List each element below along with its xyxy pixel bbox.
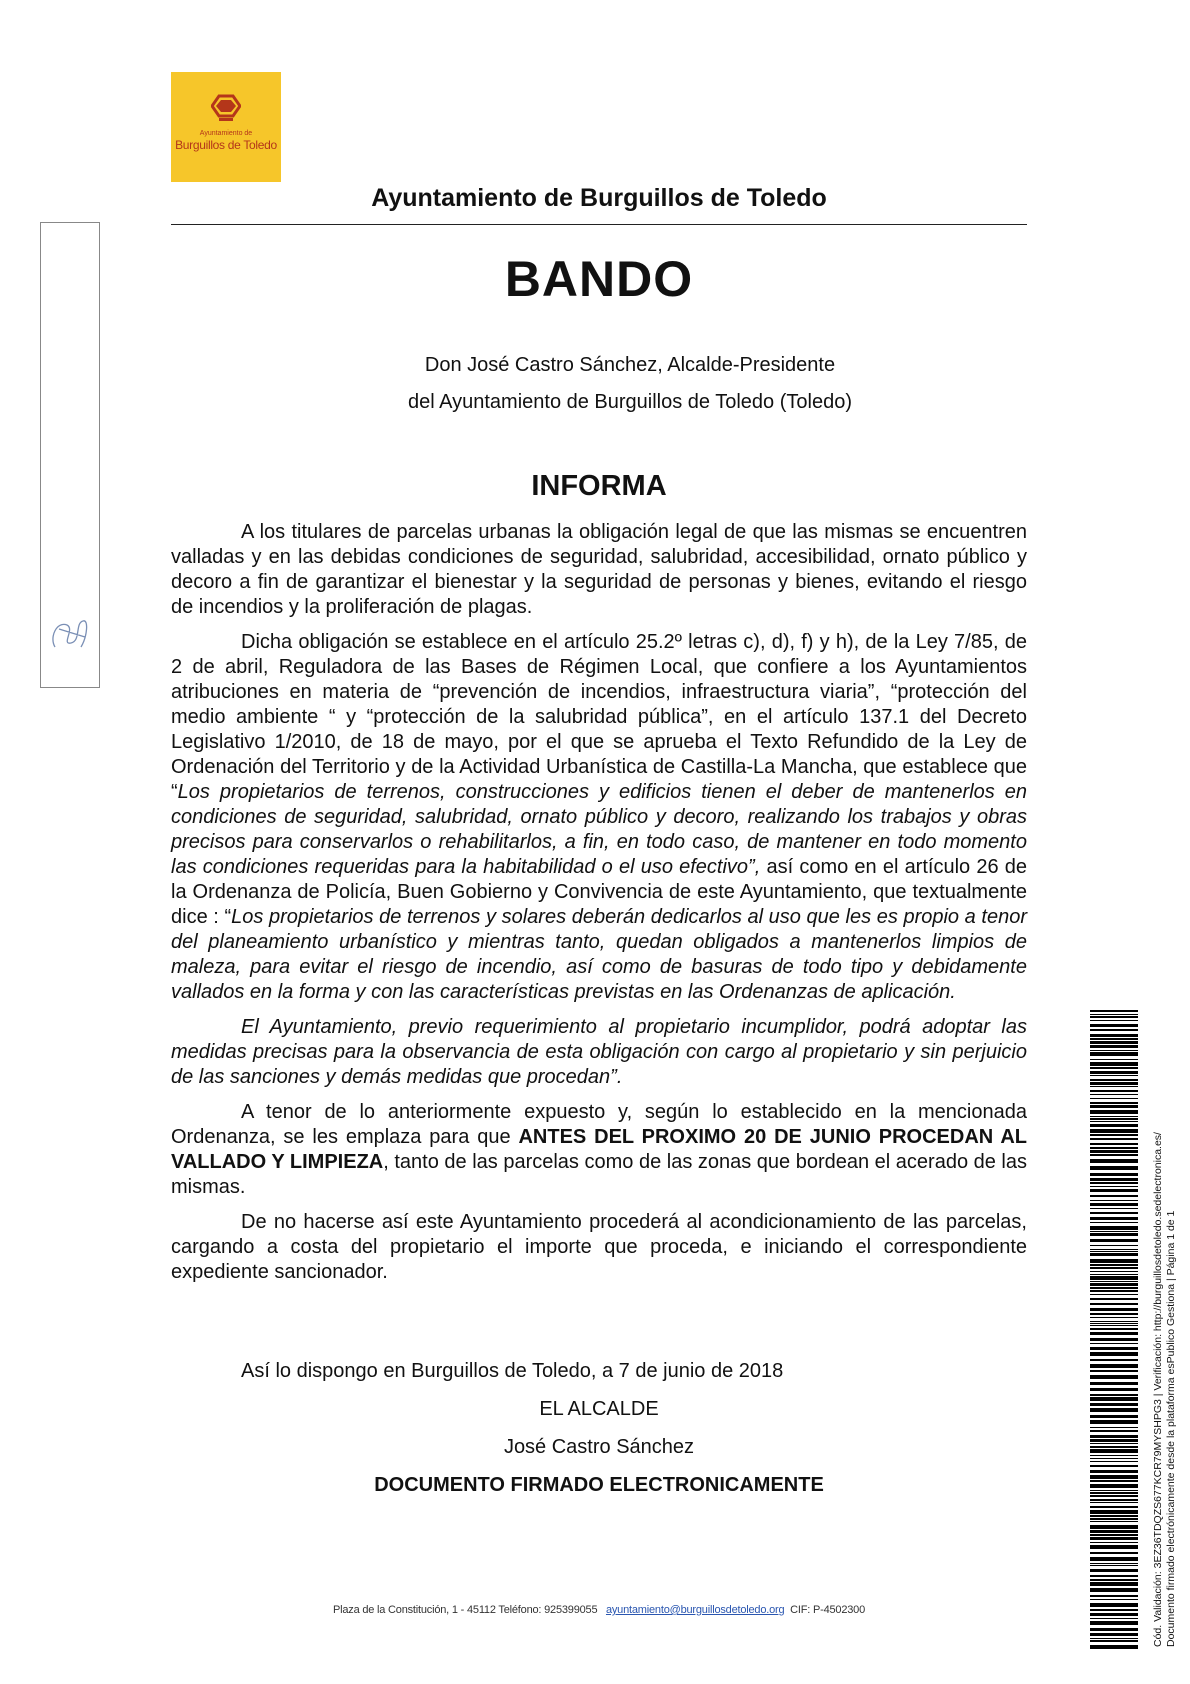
barcode-bar	[1090, 1575, 1138, 1577]
barcode-bar	[1090, 1603, 1138, 1607]
barcode-bar	[1090, 1082, 1138, 1085]
barcode-bar	[1090, 1010, 1138, 1012]
barcode-bar	[1090, 1394, 1138, 1396]
barcode-bar	[1090, 1050, 1138, 1051]
validation-code: Cód. Validación: 3EZ36TDQZS677KCR79MYSHPG3 | Verificación: http://burguillosdetoledo.sedelectronica.es/	[1152, 1132, 1164, 1647]
barcode-bar	[1090, 1239, 1138, 1242]
signer-role: EL ALCALDE	[539, 1398, 659, 1420]
barcode-bar	[1090, 1267, 1138, 1269]
barcode-bar	[1090, 1150, 1138, 1153]
barcode-bar	[1090, 1110, 1138, 1114]
section-heading: INFORMA	[531, 470, 667, 502]
barcode-bar	[1090, 1062, 1138, 1066]
barcode-bar	[1090, 1264, 1138, 1266]
barcode-bar	[1090, 1542, 1138, 1543]
validation-barcode	[1090, 1010, 1138, 1650]
barcode-bar	[1090, 1274, 1138, 1275]
signer-name: José Castro Sánchez	[503, 1436, 695, 1458]
barcode-bar	[1090, 1325, 1138, 1326]
paragraph-3-quote: El Ayuntamiento, previo requerimiento al propietario incumplidor, podrá adoptar las medidas precisas para la observancia de esta obligación con cargo al propietario y sin perjuicio de las sanciones y demás medidas que procedan”.	[171, 1016, 1027, 1088]
paragraph-3	[171, 1015, 1027, 1090]
barcode-bar	[1090, 1294, 1138, 1295]
document-body	[171, 520, 1027, 1295]
barcode-bar	[1090, 1098, 1138, 1099]
barcode-bar	[1090, 1364, 1138, 1368]
barcode-bar	[1090, 1502, 1138, 1503]
paragraph-5: De no hacerse así este Ayuntamiento procederá al acondicionamiento de las parcelas, cargando a costa del propietario el importe que proceda, e iniciando el correspondiente expediente sancionador.	[171, 1211, 1027, 1283]
barcode-bar	[1090, 1222, 1138, 1223]
barcode-bar	[1090, 1271, 1138, 1272]
barcode-bar	[1090, 1490, 1138, 1491]
barcode-bar	[1090, 1290, 1138, 1292]
signed-electronically-note: DOCUMENTO FIRMADO ELECTRONICAMENTE	[374, 1474, 824, 1496]
barcode-bar	[1090, 1317, 1138, 1318]
barcode-bar	[1090, 1397, 1138, 1401]
barcode-bar	[1090, 1029, 1138, 1031]
barcode-bar	[1090, 1251, 1138, 1252]
barcode-bar	[1090, 1618, 1138, 1619]
barcode-bar	[1090, 1515, 1138, 1517]
barcode-bar	[1090, 1298, 1138, 1300]
organization-heading: Ayuntamiento de Burguillos de Toledo	[371, 184, 827, 212]
signature-stamp	[40, 222, 100, 688]
barcode-bar	[1090, 1071, 1138, 1074]
barcode-bar	[1090, 1138, 1138, 1140]
barcode-bar	[1090, 1370, 1138, 1372]
barcode-bar	[1090, 1321, 1138, 1322]
barcode-bar	[1090, 1086, 1138, 1087]
header-divider	[171, 224, 1027, 225]
footer-email-link[interactable]: ayuntamiento@burguillosdetoledo.org	[605, 1604, 785, 1616]
barcode-bar	[1090, 1259, 1138, 1263]
barcode-bar	[1090, 1102, 1138, 1104]
barcode-bar	[1090, 1067, 1138, 1069]
barcode-bar	[1090, 1038, 1138, 1040]
barcode-bar	[1090, 1435, 1138, 1438]
barcode-bar	[1090, 1388, 1138, 1391]
barcode-bar	[1090, 1588, 1138, 1592]
barcode-bar	[1090, 1480, 1138, 1482]
barcode-bar	[1090, 1599, 1138, 1600]
barcode-bar	[1090, 1020, 1138, 1021]
barcode-bar	[1090, 1484, 1138, 1488]
barcode-bar	[1090, 1430, 1138, 1432]
paragraph-4	[171, 1100, 1027, 1200]
barcode-bar	[1090, 1034, 1138, 1037]
barcode-bar	[1090, 1465, 1138, 1467]
barcode-bar	[1090, 1628, 1138, 1631]
barcode-bar	[1090, 1633, 1138, 1636]
barcode-bar	[1090, 1283, 1138, 1286]
barcode-bar	[1090, 1217, 1138, 1220]
town-emblem-icon	[211, 94, 241, 126]
barcode-bar	[1090, 1231, 1138, 1232]
barcode-bar	[1090, 1443, 1138, 1444]
barcode-bar	[1090, 1052, 1138, 1056]
mayor-line-2: del Ayuntamiento de Burguillos de Toledo (Toledo)	[407, 391, 852, 413]
document-title: BANDO	[504, 251, 694, 307]
barcode-bar	[1090, 1415, 1138, 1418]
municipal-logo	[171, 72, 281, 182]
barcode-bar	[1090, 1308, 1138, 1311]
barcode-bar	[1090, 1449, 1138, 1453]
barcode-bar	[1090, 1313, 1138, 1315]
barcode-bar	[1090, 1455, 1138, 1456]
barcode-bar	[1090, 1134, 1138, 1136]
deadline-notice: ANTES DEL PROXIMO 20 DE JUNIO PROCEDAN AL VALLADO Y LIMPIEZA	[171, 1126, 1028, 1173]
logo-line1: Ayuntamiento de	[199, 130, 253, 137]
barcode-bar	[1090, 1343, 1138, 1344]
barcode-bar	[1090, 1016, 1138, 1018]
barcode-bar	[1090, 1323, 1138, 1324]
barcode-bar	[1090, 1403, 1138, 1406]
barcode-bar	[1090, 1303, 1138, 1305]
barcode-bar	[1090, 1178, 1138, 1181]
barcode-bar	[1090, 1579, 1138, 1581]
barcode-bar	[1090, 1154, 1138, 1156]
barcode-bar	[1090, 1338, 1138, 1341]
paragraph-4-text: A tenor de lo anteriormente expuesto y, según lo establecido en la mencionada Ordenanza, se les emplaza para que	[171, 1101, 1027, 1148]
barcode-bar	[1090, 1439, 1138, 1442]
barcode-bar	[1090, 1129, 1138, 1133]
barcode-bar	[1090, 1565, 1138, 1566]
barcode-bar	[1090, 1014, 1138, 1015]
barcode-bar	[1090, 1613, 1138, 1616]
barcode-bar	[1090, 1595, 1138, 1597]
barcode-bar	[1090, 1121, 1138, 1122]
barcode-bar	[1090, 1518, 1138, 1520]
barcode-bar	[1090, 1347, 1138, 1350]
barcode-bar	[1090, 1245, 1138, 1246]
barcode-bar	[1090, 1359, 1138, 1361]
barcode-bar	[1090, 1147, 1138, 1149]
barcode-bar	[1090, 1582, 1138, 1586]
barcode-bar	[1090, 1200, 1138, 1201]
barcode-bar	[1090, 1090, 1138, 1092]
paragraph-2-ordinance-quote: Los propietarios de terrenos y solares deberán dedicarlos al uso que les es propio a tenor del planeamiento urbanístico y mientras tanto, quedan obligados a mantenerlos limpios de maleza, para evitar el riesgo de incendio, así como de basuras de todo tipo y debidamente vallados en la forma y con las características previstas en las Ordenanzas de aplicación.	[171, 906, 1028, 1003]
barcode-bar	[1090, 1557, 1138, 1561]
barcode-bar	[1090, 1475, 1138, 1479]
paragraph-1: A los titulares de parcelas urbanas la obligación legal de que las mismas se encuentren valladas y en las debidas condiciones de seguridad, salubridad, accesibilidad, ornato público y decoro a fin de garantizar el bienestar y la seguridad de personas y bienes, evitando el riesgo de incendios y la proliferación de plagas.	[171, 521, 1027, 618]
barcode-bar	[1090, 1287, 1138, 1289]
barcode-bar	[1090, 1226, 1138, 1230]
barcode-bar	[1090, 1609, 1138, 1611]
paragraph-2-text: Dicha obligación se establece en el artículo 25.2º letras c), d), f) y h), de la Ley 7/85, de 2 de abril, Reguladora de las Bases de Régimen Local, que confiere a los Ayuntamientos atribuciones en materia de “prevención de incendios, infraestructura viaria”, “protección del medio ambiente “ y “protección de la salubridad pública”, en el artículo 137.1 del Decreto Legislativo 1/2010, de 18 de mayo, por el que se aprueba el Texto Refundido de la Ley de Ordenación del Territorio y de la Actividad Urbanística de Castilla-La Mancha, que establece que “	[171, 631, 1027, 803]
barcode-bar	[1090, 1105, 1138, 1108]
footer-contact	[171, 1604, 1027, 1616]
barcode-bar	[1090, 1640, 1138, 1642]
barcode-bar	[1090, 1510, 1138, 1514]
logo-line2: Burguillos de Toledo	[175, 138, 277, 152]
barcode-bar	[1090, 1530, 1138, 1533]
barcode-bar	[1090, 1427, 1138, 1428]
barcode-bar	[1090, 1059, 1138, 1060]
paragraph-2-quote: Los propietarios de terrenos, construcciones y edificios tienen el deber de mantenerlos en condiciones de seguridad, salubridad, ornato público y decoro, realizando los trabajos y obras precisos para conservarlos o rehabilitarlos, a fin, en todo caso, de mantener en todo momento las condiciones requeridas para la habitabilidad o el uso efectivo”,	[171, 781, 1027, 878]
barcode-bar	[1090, 1461, 1138, 1462]
footer-cif: CIF: P-4502300	[790, 1604, 866, 1616]
validation-platform: Documento firmado electrónicamente desde la plataforma esPublico Gestiona | Página 1 de 1	[1165, 1210, 1177, 1647]
barcode-bar	[1090, 1159, 1138, 1163]
paragraph-2	[171, 630, 1027, 1005]
barcode-bar	[1090, 1621, 1138, 1625]
barcode-bar	[1090, 1446, 1138, 1448]
barcode-bar	[1090, 1492, 1138, 1494]
barcode-bar	[1090, 1506, 1138, 1508]
barcode-bar	[1090, 1166, 1138, 1170]
barcode-bar	[1090, 1233, 1138, 1236]
barcode-bar	[1090, 1332, 1138, 1335]
barcode-bar	[1090, 1186, 1138, 1187]
barcode-bar	[1090, 1552, 1138, 1554]
barcode-bar	[1090, 1525, 1138, 1529]
barcode-bar	[1090, 1499, 1138, 1501]
paragraph-2-text-cont: así como en el artículo 26 de la Ordenanza de Policía, Buen Gobierno y Convivencia de este Ayuntamiento, que textualmente dice : “	[171, 856, 1027, 928]
barcode-bar	[1090, 1173, 1138, 1176]
handwritten-signature	[45, 607, 95, 661]
barcode-bar	[1090, 1281, 1138, 1282]
barcode-bar	[1090, 1545, 1138, 1549]
barcode-bar	[1090, 1118, 1138, 1120]
barcode-bar	[1090, 1195, 1138, 1197]
place-date: Así lo dispongo en Burguillos de Toledo, a 7 de junio de 2018	[241, 1360, 784, 1382]
barcode-bar	[1090, 1116, 1138, 1117]
barcode-bar	[1090, 1253, 1138, 1256]
barcode-bar	[1090, 1182, 1138, 1184]
barcode-bar	[1090, 1382, 1138, 1385]
barcode-bar	[1090, 1124, 1138, 1127]
barcode-bar	[1090, 1420, 1138, 1424]
barcode-bar	[1090, 1276, 1138, 1280]
barcode-bar	[1090, 1249, 1138, 1250]
mayor-line-1: Don José Castro Sánchez, Alcalde-Presidente	[424, 354, 836, 376]
validation-info	[1149, 1010, 1181, 1650]
barcode-bar	[1090, 1328, 1138, 1330]
barcode-bar	[1090, 1203, 1138, 1206]
barcode-bar	[1090, 1534, 1138, 1536]
barcode-bar	[1090, 1352, 1138, 1356]
barcode-bar	[1090, 1521, 1138, 1522]
barcode-bar	[1090, 1143, 1138, 1145]
barcode-bar	[1090, 1569, 1138, 1572]
barcode-bar	[1090, 1470, 1138, 1473]
barcode-bar	[1090, 1212, 1138, 1214]
barcode-bar	[1090, 1045, 1138, 1048]
footer-address: Plaza de la Constitución, 1 - 45112 Teléfono: 925399055	[332, 1604, 598, 1616]
barcode-bar	[1090, 1495, 1138, 1497]
barcode-bar	[1090, 1079, 1138, 1081]
barcode-bar	[1090, 1645, 1138, 1649]
barcode-bar	[1090, 1563, 1138, 1564]
barcode-bar	[1090, 1041, 1138, 1044]
paragraph-4-text-cont: , tanto de las parcelas como de las zonas que bordean el acerado de las mismas.	[171, 1151, 1027, 1198]
barcode-bar	[1090, 1094, 1138, 1095]
barcode-bar	[1090, 1075, 1138, 1076]
barcode-bar	[1090, 1375, 1138, 1379]
barcode-bar	[1090, 1408, 1138, 1412]
barcode-bar	[1090, 1208, 1138, 1209]
barcode-bar	[1090, 1537, 1138, 1540]
barcode-bar	[1090, 1189, 1138, 1192]
barcode-bar	[1090, 1024, 1138, 1027]
barcode-bar	[1090, 1638, 1138, 1639]
barcode-bar	[1090, 1458, 1138, 1459]
